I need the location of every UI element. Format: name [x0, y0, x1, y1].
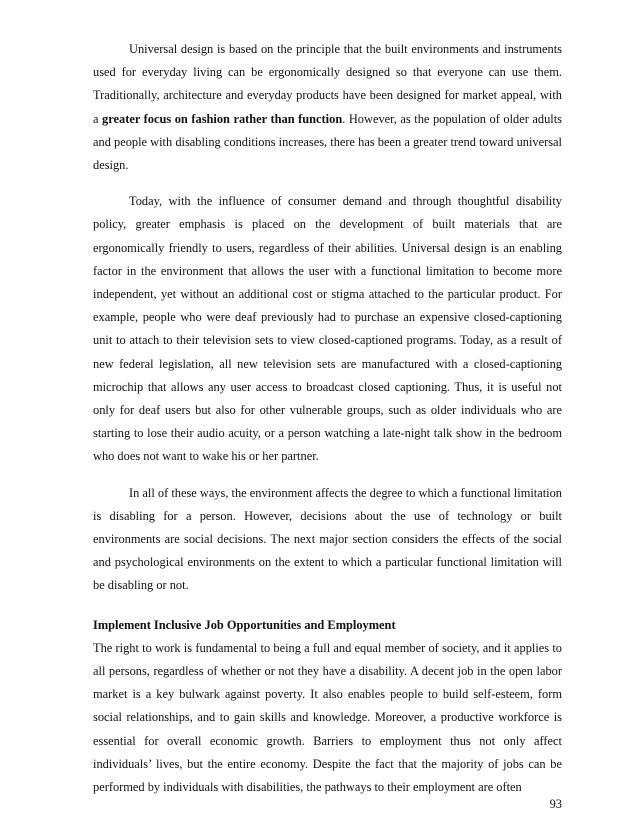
paragraph-1-text-end: . However, as the population of older adults and people with disabling conditions increases, there has been a greater trend toward universal design.: [93, 111, 562, 173]
section-heading: Implement Inclusive Job Opportunities and Employment: [93, 617, 396, 632]
emphasis-fashion-function: greater focus on fashion rather than function: [102, 111, 343, 126]
paragraph-1-text-start: Universal design is based on the principle that the built environments and instruments used for everyday living can be ergonomically designed so that everyone can use them. Traditionally, architecture and everyday products have been designed for market appeal, with a: [93, 42, 562, 126]
paragraph-universal-design: [93, 38, 562, 177]
paragraph-consumer-demand: Today, with the influence of consumer demand and through thoughtful disability policy, greater emphasis is placed on the development of built materials that are ergonomically friendly to users, regardless of their abilities. Universal design is an enabling factor in the environment that allows the user with a functional limitation to become more independent, yet without an additional cost or stigma attached to the particular product. For example, people who were deaf previously had to purchase an expensive closed-captioning unit to attach to their television sets to view closed-captioned programs. Today, as a result of new federal legislation, all new television sets are manufactured with a closed-captioning microchip that allows any user access to broadcast closed captioning. Thus, it is useful not only for deaf users but also for other vulnerable groups, such as older individuals who are starting to lose their audio acuity, or a person watching a late-night talk show in the bedroom who does not want to wake his or her partner.: [93, 194, 562, 464]
document-page: [93, 38, 562, 799]
paragraph-right-to-work: The right to work is fundamental to being a full and equal member of society, and it applies to all persons, regardless of whether or not they have a disability. A decent job in the open labor market is a key bulwark against poverty. It also enables people to build self-esteem, form social relationships, and to gain skills and knowledge. Moreover, a productive workforce is essential for overall economic growth. Barriers to employment thus not only affect individuals’ lives, but the entire economy. Despite the fact that the majority of jobs can be performed by individuals with disabilities, the pathways to their employment are often: [93, 640, 562, 795]
page-number: 93: [549, 797, 562, 811]
paragraph-environment-effects: In all of these ways, the environment affects the degree to which a functional limitation is disabling for a person. However, decisions about the use of technology or built environments are social decisions. The next major section considers the effects of the social and psychological environments on the extent to which a particular functional limitation will be disabling or not.: [93, 485, 562, 593]
